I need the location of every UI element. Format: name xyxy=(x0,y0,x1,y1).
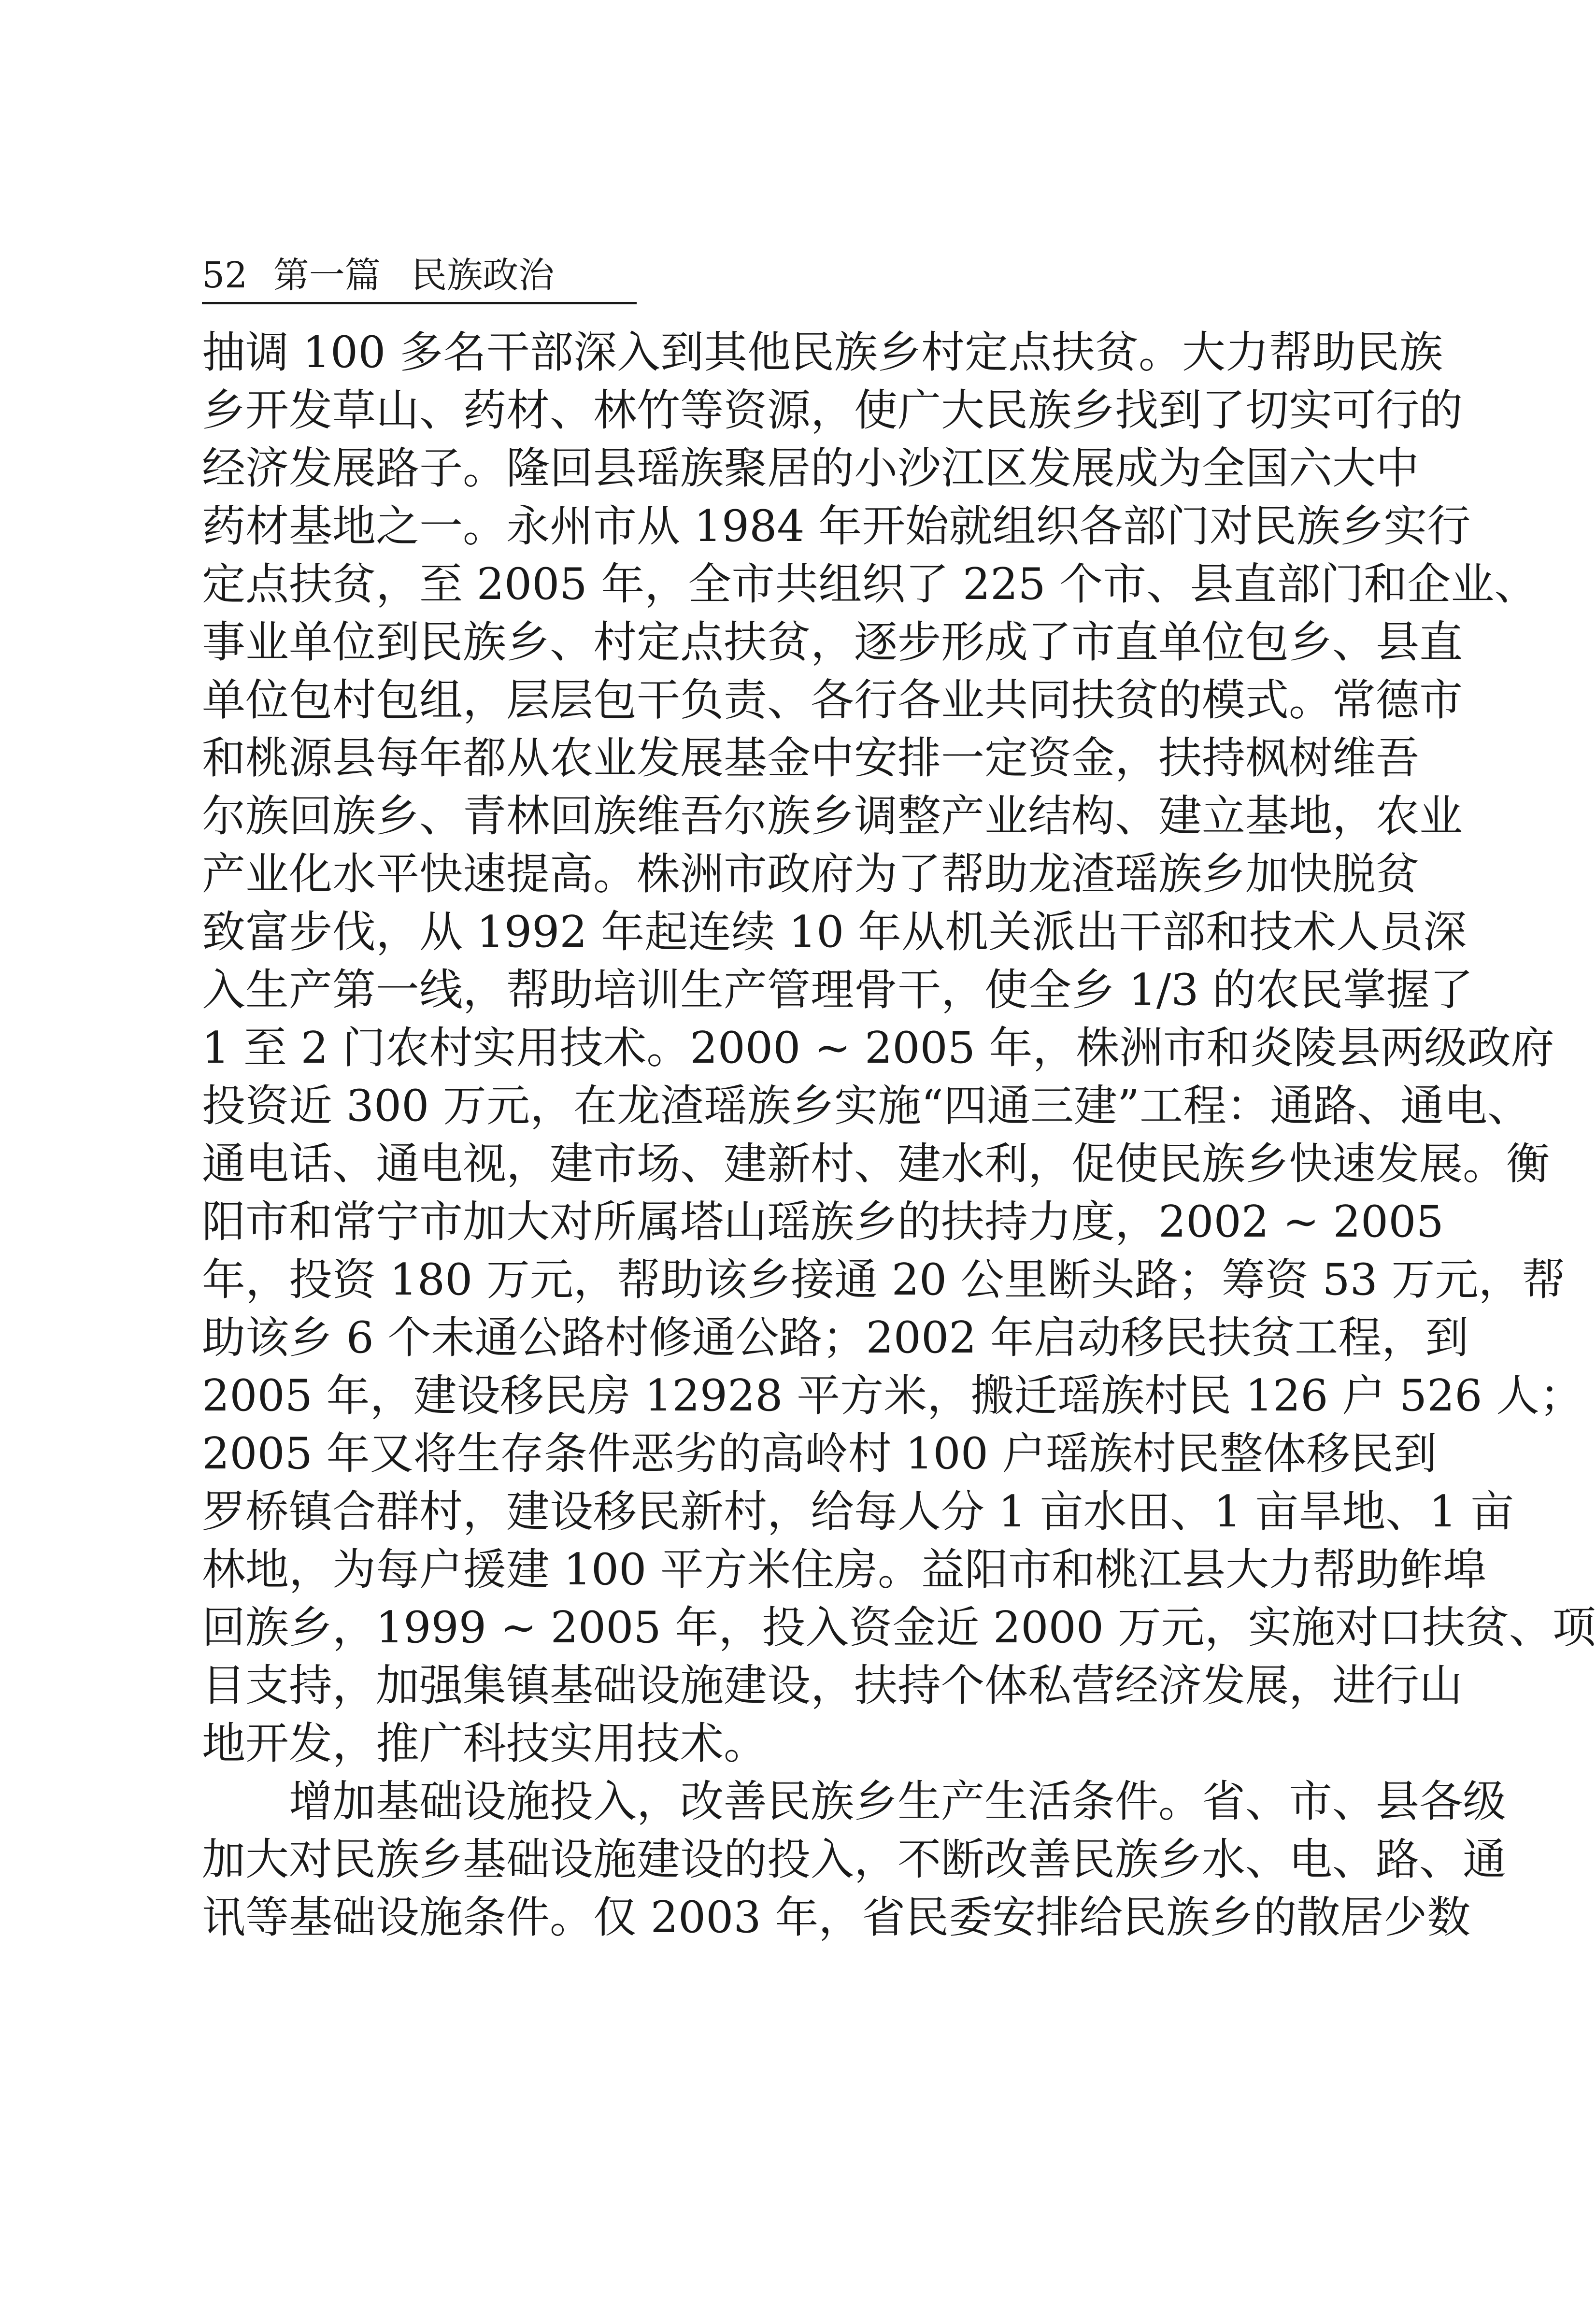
text-line: 年，投资 180 万元，帮助该乡接通 20 公里断头路；筹资 53 万元，帮 xyxy=(202,1254,1566,1305)
header-rule xyxy=(202,302,637,304)
text-line: 助该乡 6 个未通公路村修通公路；2002 年启动移民扶贫工程，到 xyxy=(202,1312,1469,1363)
text-line: 讯等基础设施条件。仅 2003 年，省民委安排给民族乡的散居少数 xyxy=(202,1892,1471,1943)
text-line: 加大对民族乡基础设施建设的投入，不断改善民族乡水、电、路、通 xyxy=(202,1834,1506,1885)
text-line: 抽调 100 多名干部深入到其他民族乡村定点扶贫。大力帮助民族 xyxy=(202,327,1443,378)
text-line: 2005 年又将生存条件恶劣的高岭村 100 户瑶族村民整体移民到 xyxy=(202,1428,1437,1479)
part-label: 第一篇 xyxy=(273,255,381,296)
text-line: 林地，为每户援建 100 平方米住房。益阳市和桃江县大力帮助鲊埠 xyxy=(202,1544,1486,1595)
part-title: 民族政治 xyxy=(411,255,555,296)
text-line: 通电话、通电视，建市场、建新村、建水利，促使民族乡快速发展。衡 xyxy=(202,1139,1550,1189)
body-text xyxy=(202,324,1596,1947)
text-line: 事业单位到民族乡、村定点扶贫，逐步形成了市直单位包乡、县直 xyxy=(202,617,1463,668)
text-line: 目支持，加强集镇基础设施建设，扶持个体私营经济发展，进行山 xyxy=(202,1660,1463,1711)
running-header xyxy=(202,251,637,299)
text-line: 入生产第一线，帮助培训生产管理骨干，使全乡 1/3 的农民掌握了 xyxy=(202,965,1474,1015)
text-line: 2005 年，建设移民房 12928 平方米，搬迁瑶族村民 126 户 526 人； xyxy=(202,1370,1583,1421)
text-line: 1 至 2 门农村实用技术。2000 ~ 2005 年，株洲市和炎陵县两级政府 xyxy=(202,1023,1554,1073)
text-line: 药材基地之一。永州市从 1984 年开始就组织各部门对民族乡实行 xyxy=(202,501,1471,552)
text-line: 单位包村包组，层层包干负责、各行各业共同扶贫的模式。常德市 xyxy=(202,675,1463,726)
text-line: 罗桥镇合群村，建设移民新村，给每人分 1 亩水田、1 亩旱地、1 亩 xyxy=(202,1486,1514,1537)
page-number: 52 xyxy=(202,255,248,296)
text-line: 乡开发草山、药材、林竹等资源，使广大民族乡找到了切实可行的 xyxy=(202,385,1463,436)
text-line: 回族乡，1999 ~ 2005 年，投入资金近 2000 万元，实施对口扶贫、项 xyxy=(202,1602,1596,1653)
text-line: 致富步伐，从 1992 年起连续 10 年从机关派出干部和技术人员深 xyxy=(202,907,1467,957)
text-line: 产业化水平快速提高。株洲市政府为了帮助龙渣瑶族乡加快脱贫 xyxy=(202,849,1419,899)
text-line: 和桃源县每年都从农业发展基金中安排一定资金，扶持枫树维吾 xyxy=(202,733,1419,783)
text-line: 经济发展路子。隆回县瑶族聚居的小沙江区发展成为全国六大中 xyxy=(202,443,1419,494)
text-line: 增加基础设施投入，改善民族乡生产生活条件。省、市、县各级 xyxy=(289,1776,1506,1827)
text-line: 阳市和常宁市加大对所属塔山瑶族乡的扶持力度，2002 ~ 2005 xyxy=(202,1196,1444,1247)
text-line: 尔族回族乡、青林回族维吾尔族乡调整产业结构、建立基地，农业 xyxy=(202,791,1463,841)
text-line: 定点扶贫，至 2005 年，全市共组织了 225 个市、县直部门和企业、 xyxy=(202,559,1538,610)
text-line: 地开发，推广科技实用技术。 xyxy=(202,1718,767,1769)
text-line: 投资近 300 万元，在龙渣瑶族乡实施“四通三建”工程：通路、通电、 xyxy=(202,1081,1531,1131)
